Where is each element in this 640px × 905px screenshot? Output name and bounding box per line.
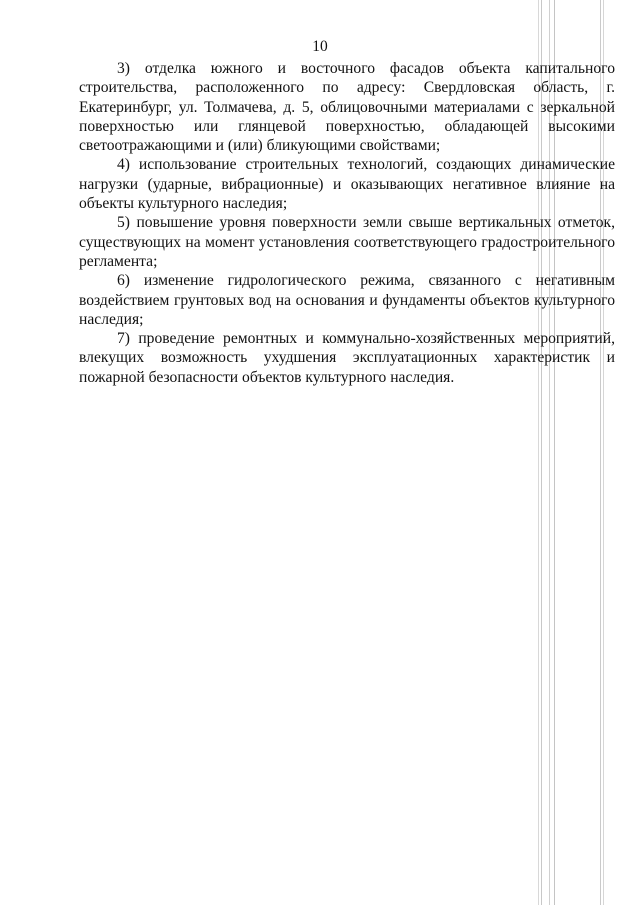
list-item	[79, 59, 615, 155]
list-item	[79, 271, 615, 329]
list-item-number: 5)	[117, 214, 130, 232]
document-body	[79, 59, 615, 387]
page-number: 10	[312, 38, 328, 55]
list-item-number: 4)	[117, 156, 130, 174]
list-item-text: изменение гидрологического режима, связанного с негативным воздействием грунтовых вод на основания и фундаменты объектов культурного наследия;	[79, 272, 615, 328]
list-item-text: использование строительных технологий, создающих динамические нагрузки (ударные, вибрационные) и оказывающих негативное влияние на объекты культурного наследия;	[79, 156, 616, 213]
list-item-number: 7)	[117, 330, 130, 348]
list-item-number: 3)	[117, 60, 130, 77]
list-item-number: 6)	[117, 272, 130, 290]
list-item	[79, 155, 615, 213]
list-item-text: проведение ремонтных и коммунально-хозяйственных мероприятий, влекущих возможность ухудшения эксплуатационных характеристик и пожарной безопасности объектов культурного наследия.	[79, 330, 615, 386]
list-item	[79, 213, 615, 271]
list-item-text: отделка южного и восточного фасадов объекта капитального строительства, расположенного по адресу: Свердловская область, г. Екатеринбург, ул. Толмачева, д. 5, облицовочными материалами с зеркальной поверхностью или глянцевой поверхностью, обладающей высокими светоотражающими и (или) бликующими свойствами;	[79, 60, 615, 155]
list-item	[79, 329, 615, 387]
list-item-text: повышение уровня поверхности земли свыше вертикальных отметок, существующих на момент установления соответствующего градостроительного регламента;	[79, 214, 616, 270]
